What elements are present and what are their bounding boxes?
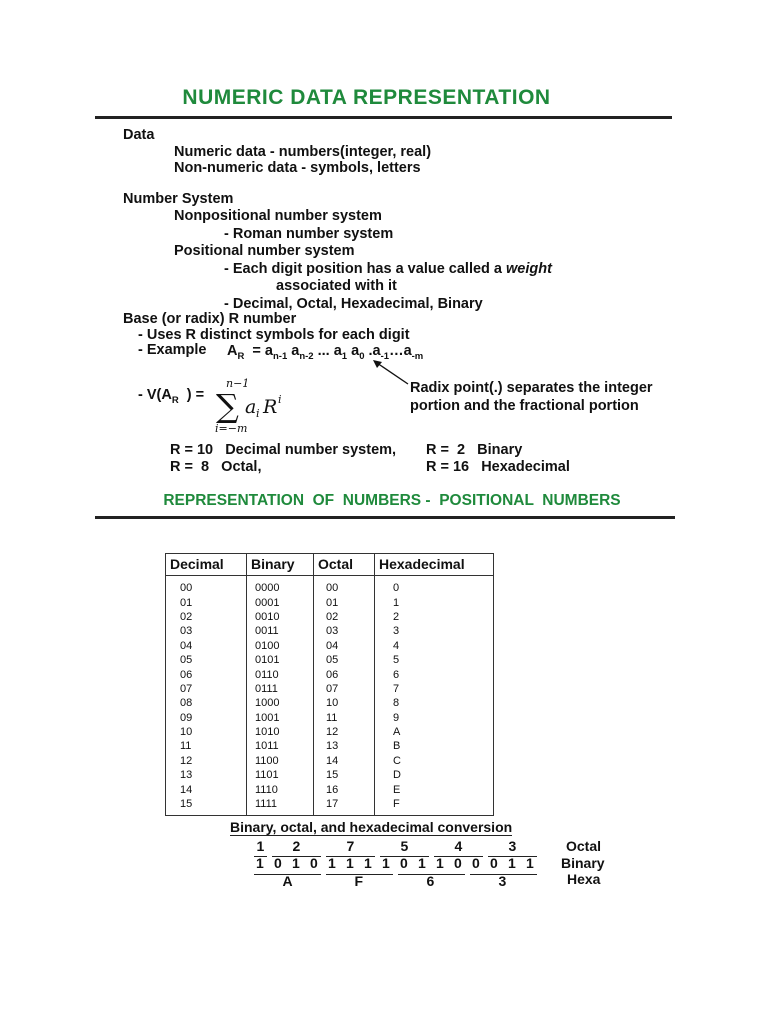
text-radix-note-1: Radix point(.) separates the integer	[410, 380, 653, 396]
table-cell: 10	[166, 725, 247, 739]
table-cell: 0111	[247, 682, 314, 696]
table-cell: 0000	[247, 576, 314, 596]
text-nonnumeric-data: Non-numeric data - symbols, letters	[174, 160, 421, 176]
v-close: ) =	[186, 387, 205, 403]
table-cell: 08	[166, 696, 247, 710]
heading-number-system: Number System	[123, 191, 234, 207]
octal-digit: 1	[256, 838, 265, 854]
table-cell: F	[393, 798, 400, 811]
section-rule	[95, 516, 675, 519]
v-label: - V(A	[138, 387, 172, 403]
svg-text:∑: ∑	[216, 387, 239, 425]
header-octal: Octal	[314, 554, 375, 576]
table-cell: 6	[393, 668, 400, 681]
text-r2: R = 2 Binary	[426, 442, 523, 458]
table-cell: 0100	[247, 639, 314, 653]
number-table	[165, 553, 494, 816]
table-cell: 0101	[247, 653, 314, 667]
hex-digit: 3	[498, 873, 507, 889]
text-roman: - Roman number system	[224, 226, 394, 242]
table-cell: 16	[314, 782, 375, 796]
table-cell: 2	[393, 610, 400, 623]
table-cell: 05	[166, 653, 247, 667]
table-cell: E	[393, 783, 401, 796]
table-row	[166, 754, 494, 768]
hex-digit: F	[354, 873, 364, 889]
table-cell: 7	[393, 682, 400, 695]
table-row	[166, 725, 494, 739]
table-cell: 0010	[247, 610, 314, 624]
table-cell: 01	[314, 595, 375, 609]
text-v-label: - $V(A_R$ ) =	[138, 387, 205, 406]
table-cell: 02	[314, 610, 375, 624]
text-uses: - Uses R distinct symbols for each digit	[138, 327, 410, 343]
table-cell: 14	[166, 782, 247, 796]
hex-digit: 6	[426, 873, 435, 889]
table-cell: 11	[314, 711, 375, 725]
svg-text:i: i	[256, 407, 260, 420]
table-cell: D	[393, 769, 401, 782]
section-title-positional: REPRESENTATION OF NUMBERS - POSITIONAL NUMBERS	[163, 492, 621, 509]
binary-bit: 0	[472, 855, 480, 871]
table-cell: 1111	[247, 797, 314, 816]
table-row	[166, 797, 494, 816]
binary-bit: 1	[364, 855, 372, 871]
svg-text:i=−m: i=−m	[215, 422, 248, 435]
text-example-label: - Example	[138, 342, 207, 358]
table-cell: 9	[393, 711, 400, 724]
table-cell: 07	[166, 682, 247, 696]
text-r8: R = 8 Octal,	[170, 459, 262, 475]
table-cell: 0110	[247, 667, 314, 681]
octal-group-line	[254, 856, 267, 857]
table-cell: 0011	[247, 624, 314, 638]
table-row	[166, 639, 494, 653]
table-cell: 1	[393, 596, 400, 609]
table-cell: 1011	[247, 739, 314, 753]
text-associated: associated with it	[276, 278, 397, 294]
table-cell: 1110	[247, 782, 314, 796]
table-cell: 8	[393, 697, 400, 710]
table-row	[166, 696, 494, 710]
example-formula: $A_R = a_{n-1}$ $a_{n-2}$ ... $a_1$ $a_0$ $.a_{-1}\dots a_{-m}$	[227, 343, 424, 362]
table-cell: A	[393, 726, 401, 739]
table-cell: 10	[314, 696, 375, 710]
text-weight: weight	[506, 261, 552, 277]
table-cell: 15	[314, 768, 375, 782]
binary-bit: 0	[454, 855, 462, 871]
octal-digit: 7	[346, 838, 355, 854]
table-cell: 5	[393, 654, 400, 667]
table-cell: 13	[166, 768, 247, 782]
table-cell: 11	[166, 739, 247, 753]
table-cell: 14	[314, 754, 375, 768]
table-cell: 09	[166, 711, 247, 725]
table-cell: 1000	[247, 696, 314, 710]
table-cell: 06	[166, 667, 247, 681]
binary-bit: 0	[274, 855, 282, 871]
table-cell: 15	[166, 797, 247, 816]
table-row	[166, 576, 494, 596]
svg-text:R: R	[263, 396, 278, 418]
octal-group-line	[434, 856, 483, 857]
table-cell: 1010	[247, 725, 314, 739]
octal-group-line	[272, 856, 321, 857]
table-cell: 1100	[247, 754, 314, 768]
binary-bit: 0	[490, 855, 498, 871]
binary-bit: 1	[436, 855, 444, 871]
title-rule	[95, 116, 672, 119]
page-title: NUMERIC DATA REPRESENTATION	[182, 86, 551, 109]
table-row	[166, 610, 494, 624]
octal-digit: 2	[292, 838, 301, 854]
table-cell: 3	[393, 625, 400, 638]
binary-bit: 1	[508, 855, 516, 871]
table-cell: 04	[314, 639, 375, 653]
table-body	[166, 576, 494, 816]
binary-bit: 0	[310, 855, 318, 871]
heading-base: Base (or radix) R number	[123, 311, 297, 327]
sum-formula	[213, 375, 323, 435]
table-cell: 1001	[247, 711, 314, 725]
svg-text:i: i	[278, 393, 282, 406]
text-each-digit-main: - Each digit position has a value called a	[224, 261, 502, 277]
table-cell: 4	[393, 639, 400, 652]
heading-data: Data	[123, 127, 155, 143]
label-hexa: Hexa	[567, 871, 601, 887]
text-r16: R = 16 Hexadecimal	[426, 459, 570, 475]
binary-bit: 1	[292, 855, 300, 871]
table-row	[166, 768, 494, 782]
svg-text:n−1: n−1	[226, 377, 250, 390]
text-each-digit	[224, 261, 552, 277]
header-binary: Binary	[247, 554, 314, 576]
text-r10: R = 10 Decimal number system,	[170, 442, 397, 458]
table-cell: 02	[166, 610, 247, 624]
table-row	[166, 595, 494, 609]
table-cell: C	[393, 754, 401, 767]
table-cell: 0	[393, 582, 400, 595]
hex-digit: A	[282, 873, 293, 889]
text-radix-note-2: portion and the fractional portion	[410, 398, 639, 414]
binary-bit: 1	[418, 855, 426, 871]
table-cell: 0001	[247, 595, 314, 609]
text-nonpositional: Nonpositional number system	[174, 208, 382, 224]
table-cell: 04	[166, 639, 247, 653]
binary-bit: 0	[400, 855, 408, 871]
header-hexadecimal: Hexadecimal	[375, 554, 494, 576]
conversion-title: Binary, octal, and hexadecimal conversion	[230, 819, 513, 835]
table-row	[166, 739, 494, 753]
text-decimal-list: - Decimal, Octal, Hexadecimal, Binary	[224, 296, 483, 312]
binary-bit: 1	[328, 855, 336, 871]
table-cell: 17	[314, 797, 375, 816]
octal-digit: 4	[454, 838, 463, 854]
header-decimal: Decimal	[166, 554, 247, 576]
binary-bit: 1	[526, 855, 534, 871]
table-row	[166, 653, 494, 667]
table-cell: 12	[166, 754, 247, 768]
binary-bit: 1	[382, 855, 390, 871]
text-positional: Positional number system	[174, 243, 355, 259]
table-cell: 03	[166, 624, 247, 638]
table-cell: 13	[314, 739, 375, 753]
octal-digit: 3	[508, 838, 517, 854]
table-cell: 05	[314, 653, 375, 667]
svg-text:a: a	[245, 396, 257, 418]
table-cell: 01	[166, 595, 247, 609]
table-row	[166, 711, 494, 725]
octal-group-line	[380, 856, 429, 857]
table-header-row	[166, 554, 494, 576]
octal-digit: 5	[400, 838, 409, 854]
table-cell: 1101	[247, 768, 314, 782]
label-binary: Binary	[561, 855, 605, 871]
label-octal: Octal	[566, 838, 602, 854]
table-cell: 12	[314, 725, 375, 739]
binary-bit: 1	[346, 855, 354, 871]
octal-group-line	[326, 856, 375, 857]
table-cell: B	[393, 740, 401, 753]
table-cell: 06	[314, 667, 375, 681]
table-cell: 00	[314, 576, 375, 596]
table-row	[166, 667, 494, 681]
table-cell: 07	[314, 682, 375, 696]
table-row	[166, 682, 494, 696]
table-row	[166, 782, 494, 796]
table-cell: 00	[166, 576, 247, 596]
text-numeric-data: Numeric data - numbers(integer, real)	[174, 144, 432, 160]
table-row	[166, 624, 494, 638]
octal-group-line	[488, 856, 537, 857]
binary-bit: 1	[256, 855, 264, 871]
table-cell: 03	[314, 624, 375, 638]
